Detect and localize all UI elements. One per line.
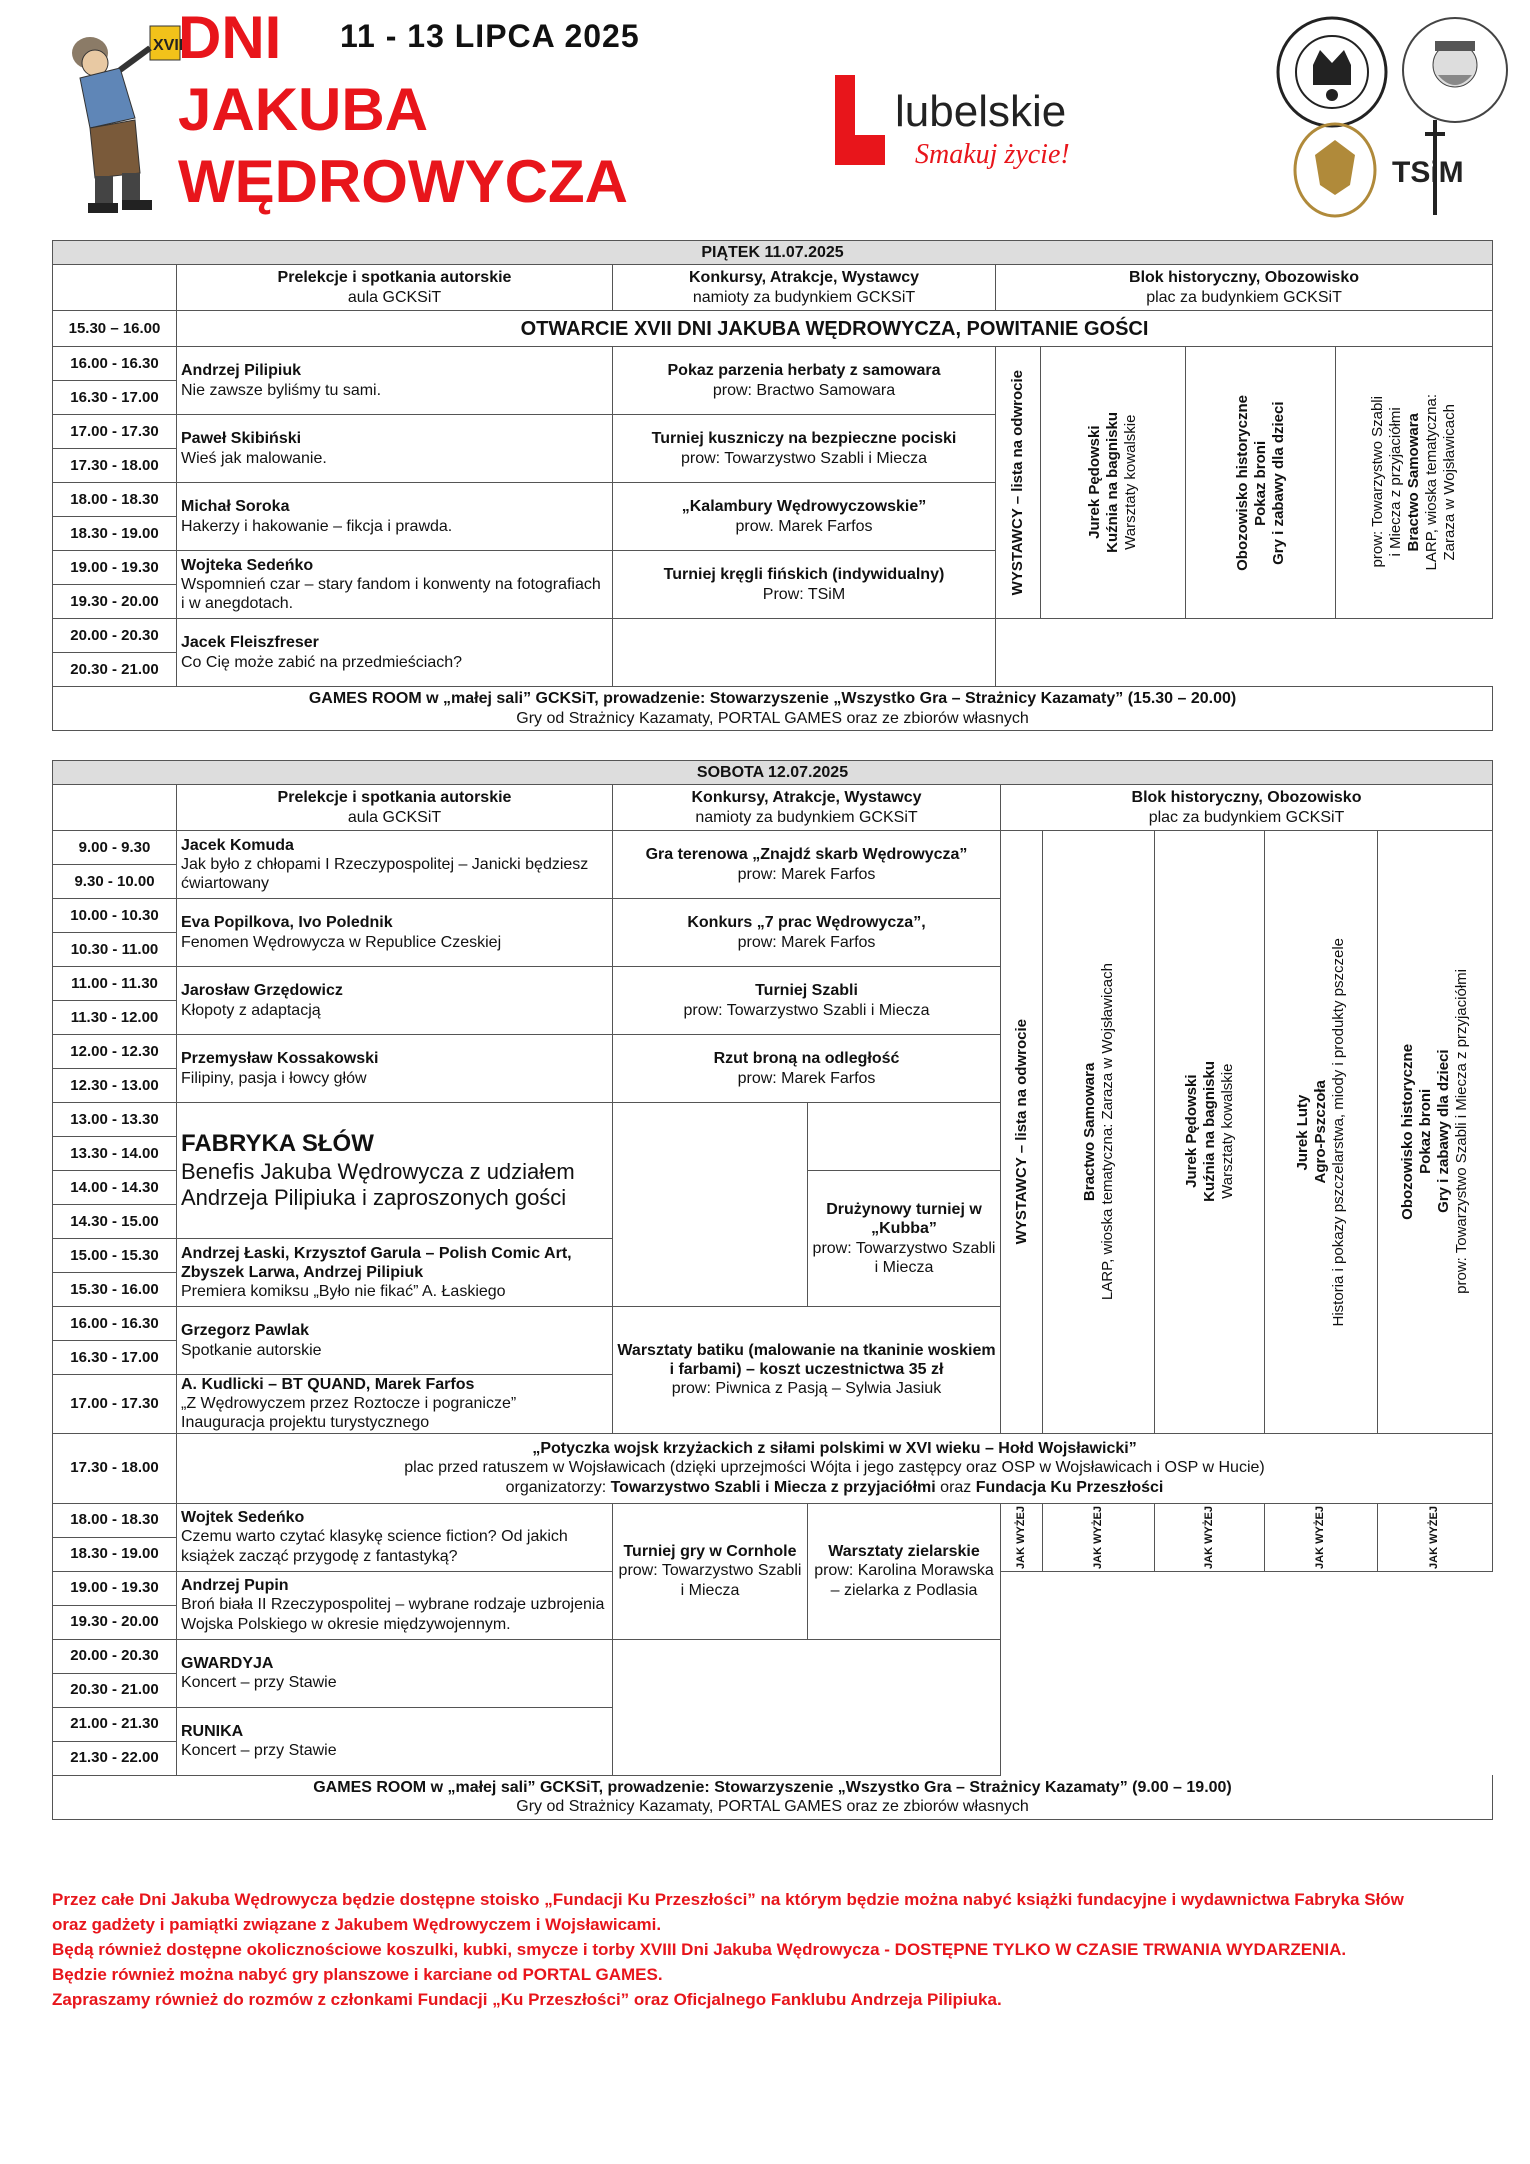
lecture-entry: Jarosław Grzędowicz Kłopoty z adaptacją [177,967,613,1035]
lecture-entry: Michał Soroka Hakerzy i hakowanie – fikcja i prawda. [177,483,613,551]
time-slot: 18.30 - 19.00 [53,517,177,551]
jak-wyzej-note: JAK WYŻEJ [1155,1503,1265,1571]
lectures-column-header: Prelekcje i spotkania autorskie aula GCKSiT [177,785,613,831]
contest-entry: Turniej Szabli prow: Towarzystwo Szabli i Miecza [613,967,1001,1035]
time-slot: 18.00 - 18.30 [53,483,177,517]
time-slot: 13.30 - 14.00 [53,1137,177,1171]
time-slot: 14.00 - 14.30 [53,1171,177,1205]
time-slot: 9.00 - 9.30 [53,831,177,865]
time-slot: 11.30 - 12.00 [53,1001,177,1035]
lecture-entry: Grzegorz Pawlak Spotkanie autorskie [177,1307,613,1375]
time-slot: 12.30 - 13.00 [53,1069,177,1103]
history-column-header: Blok historyczny, Obozowisko plac za budynkiem GCKSiT [1001,785,1493,831]
contest-entry: Rzut broną na odległość prow: Marek Farfos [613,1035,1001,1103]
time-slot: 20.30 - 21.00 [53,653,177,687]
jak-wyzej-note: JAK WYŻEJ [1001,1503,1043,1571]
contest-entry: Gra terenowa „Znajdź skarb Wędrowycza” prow: Marek Farfos [613,831,1001,899]
event-dates: 11 - 13 LIPCA 2025 [340,18,640,54]
lectures-column-header: Prelekcje i spotkania autorskie aula GCKSiT [177,265,613,311]
history-entry: Jurek Pędowski Kuźnia na bagnisku Warsztaty kowalskie [1041,347,1186,619]
lecture-entry: Wojtek Sedeńko Czemu warto czytać klasykę science fiction? Od jakich książek zacząć przygodę z fantastyką? [177,1503,613,1571]
note-line: Będą również dostępne okolicznościowe koszulki, kubki, smycze i torby XVIII Dni Jakuba Wędrowycza - DOSTĘPNE TYLKO W CZASIE TRWANIA WYDARZENIA. [52,1940,1347,1959]
time-slot: 10.30 - 11.00 [53,933,177,967]
time-slot: 20.00 - 20.30 [53,1639,177,1673]
contest-entry: Drużynowy turniej w „Kubba” prow: Towarzystwo Szabli i Miecza [808,1171,1001,1307]
lecture-entry: RUNIKA Koncert – przy Stawie [177,1707,613,1775]
time-slot: 14.30 - 15.00 [53,1205,177,1239]
fundacja-seal-icon [1275,15,1390,130]
time-slot: 19.00 - 19.30 [53,1571,177,1605]
time-slot: 17.00 - 17.30 [53,415,177,449]
jak-wyzej-note: JAK WYŻEJ [1378,1503,1493,1571]
history-entry: prow: Towarzystwo Szabli i Miecza z przyjaciółmi Bractwo Samowara LARP, wioska tematyczna: Zaraza w Wojsławicach [1336,347,1493,619]
contest-entry: Turniej kręgli fińskich (indywidualny) Prow: TSiM [613,551,996,619]
tsim-logo-icon [1390,120,1480,220]
games-room-info: GAMES ROOM w „małej sali” GCKSiT, prowadzenie: Stowarzyszenie „Wszystko Gra – Strażnicy Kazamaty” (9.00 – 19.00) Gry od Strażnicy Kazamaty, PORTAL GAMES oraz ze zbiorów własnych [53,1775,1493,1819]
time-slot: 16.30 - 17.00 [53,1341,177,1375]
time-slot: 19.30 - 20.00 [53,1605,177,1639]
time-slot: 20.30 - 21.00 [53,1673,177,1707]
contest-entry: Warsztaty zielarskie prow: Karolina Morawska – zielarka z Podlasia [808,1503,1001,1639]
contest-entry: „Kalambury Wędrowyczowskie” prow. Marek Farfos [613,483,996,551]
lecture-entry: Jacek Fleiszfreser Co Cię może zabić na przedmieściach? [177,619,613,687]
note-line: Będzie również można nabyć gry planszowe i karciane od PORTAL GAMES. [52,1965,663,1984]
games-room-info: GAMES ROOM w „małej sali” GCKSiT, prowadzenie: Stowarzyszenie „Wszystko Gra – Strażnicy Kazamaty” (15.30 – 20.00) Gry od Strażnicy Kazamaty, PORTAL GAMES oraz ze zbiorów własnych [53,687,1493,731]
time-slot: 12.00 - 12.30 [53,1035,177,1069]
history-entry: Obozowisko historyczne Pokaz broni Gry i zabawy dla dzieci [1186,347,1336,619]
note-line: oraz gadżety i pamiątki związane z Jakubem Wędrowyczem i Wojsławicami. [52,1915,662,1934]
time-slot: 18.30 - 19.00 [53,1537,177,1571]
time-slot: 15.00 - 15.30 [53,1239,177,1273]
time-slot: 17.00 - 17.30 [53,1375,177,1434]
time-slot: 19.30 - 20.00 [53,585,177,619]
time-slot: 15.30 – 16.00 [53,311,177,347]
lecture-entry: A. Kudlicki – BT QUAND, Marek Farfos „Z Wędrowyczem przez Roztocze i pogranicze” Inauguracja projektu turystycznego [177,1375,613,1434]
contest-entry: Turniej gry w Cornhole prow: Towarzystwo Szabli i Miecza [613,1503,808,1639]
time-slot: 18.00 - 18.30 [53,1503,177,1537]
mascot-illustration [50,8,188,218]
lecture-entry: Eva Popilkova, Ivo Polednik Fenomen Wędrowycza w Republice Czeskiej [177,899,613,967]
history-entry: Jurek Luty Agro-Pszczoła Historia i pokazy pszczelarstwa, miody i produkty pszczele [1265,831,1378,1434]
time-slot: 13.00 - 13.30 [53,1103,177,1137]
bractwo-samowara-emblem-icon [1290,120,1380,220]
event-title-line-1: DNI [178,4,282,71]
time-slot: 17.30 - 18.00 [53,449,177,483]
history-column-header: Blok historyczny, Obozowisko plac za budynkiem GCKSiT [996,265,1493,311]
time-slot: 19.00 - 19.30 [53,551,177,585]
friday-schedule-table [52,240,1493,731]
time-slot: 9.30 - 10.00 [53,865,177,899]
history-entry: Bractwo Samowara LARP, wioska tematyczna: Zaraza w Wojsławicach [1043,831,1155,1434]
lecture-entry: Andrzej Pupin Broń biała II Rzeczypospolitej – wybrane rodzaje uzbrojenia Wojska Polskiego w okresie międzywojennym. [177,1571,613,1639]
time-slot: 15.30 - 16.00 [53,1273,177,1307]
event-title-line-2: JAKUBA [178,76,429,143]
lecture-entry: Przemysław Kossakowski Filipiny, pasja i łowcy głów [177,1035,613,1103]
contest-entry: Warsztaty batiku (malowanie na tkaninie woskiem i farbami) – koszt uczestnictwa 35 zł prow: Piwnica z Pasją – Sylwia Jasiuk [613,1307,1001,1434]
contest-entry: Pokaz parzenia herbaty z samowara prow: Bractwo Samowara [613,347,996,415]
svg-text:XVIII: XVIII [153,37,188,54]
fanklub-seal-icon [1400,15,1510,125]
battle-reenactment: „Potyczka wojsk krzyżackich z siłami polskimi w XVI wieku – Hołd Wojsławicki” plac przed ratuszem w Wojsławicach (dzięki uprzejmości Wójta i jego zastępcy oraz OSP w Wojsławicach i OSP w Hucie) organizatorzy: Towarzystwo Szabli i Miecza z przyjaciółmi oraz Fundacja Ku Przeszłości [177,1433,1493,1503]
note-line: Zapraszamy również do rozmów z członkami Fundacji „Ku Przeszłości” oraz Oficjalnego Fanklubu Andrzeja Pilipiuka. [52,1990,1002,2009]
lecture-entry: Paweł Skibiński Wieś jak malowanie. [177,415,613,483]
time-slot: 10.00 - 10.30 [53,899,177,933]
saturday-day-header: SOBOTA 12.07.2025 [53,761,1493,785]
history-entry: Obozowisko historyczne Pokaz broni Gry i zabawy dla dzieci prow: Towarzystwo Szabli i Miecza z przyjaciółmi [1378,831,1493,1434]
contests-column-header: Konkursy, Atrakcje, Wystawcy namioty za budynkiem GCKSiT [613,785,1001,831]
lecture-entry: Andrzej Łaski, Krzysztof Garula – Polish Comic Art, Zbyszek Larwa, Andrzej Pilipiuk Premiera komiksu „Było nie fikać” A. Łaskiego [177,1239,613,1307]
footer-notes [52,1887,1492,2012]
lecture-entry: Jacek Komuda Jak było z chłopami I Rzeczypospolitej – Janicki będziesz ćwiartowany [177,831,613,899]
time-slot: 21.30 - 22.00 [53,1741,177,1775]
jak-wyzej-note: JAK WYŻEJ [1043,1503,1155,1571]
note-line: Przez całe Dni Jakuba Wędrowycza będzie dostępne stoisko „Fundacji Ku Przeszłości” na którym będzie można nabyć książki fundacyjne i wydawnictwa Fabryka Słów [52,1890,1404,1909]
friday-day-header: PIĄTEK 11.07.2025 [53,241,1493,265]
contest-entry: Turniej kuszniczy na bezpieczne pociski prow: Towarzystwo Szabli i Miecza [613,415,996,483]
time-slot: 16.00 - 16.30 [53,347,177,381]
jak-wyzej-note: JAK WYŻEJ [1265,1503,1378,1571]
time-slot: 21.00 - 21.30 [53,1707,177,1741]
event-title-line-3: WĘDROWYCZA [178,148,628,215]
svg-text:TSiM: TSiM [1392,156,1464,189]
wystawcy-vertical: WYSTAWCY – lista na odwrocie [1001,831,1043,1434]
lecture-entry-fabryka: FABRYKA SŁÓW Benefis Jakuba Wędrowycza z udziałem Andrzeja Pilipiuka i zaproszonych gości [177,1103,613,1239]
saturday-schedule-table [52,760,1493,1820]
contests-column-header: Konkursy, Atrakcje, Wystawcy namioty za budynkiem GCKSiT [613,265,996,311]
time-slot: 11.00 - 11.30 [53,967,177,1001]
contest-entry: Konkurs „7 prac Wędrowycza”, prow: Marek Farfos [613,899,1001,967]
lecture-entry: Andrzej Pilipiuk Nie zawsze byliśmy tu sami. [177,347,613,415]
time-slot: 16.00 - 16.30 [53,1307,177,1341]
lecture-entry: GWARDYJA Koncert – przy Stawie [177,1639,613,1707]
lubelskie-logo: lubelskie Smakuj życie! [825,75,1105,185]
time-slot: 17.30 - 18.00 [53,1433,177,1503]
wystawcy-vertical: WYSTAWCY – lista na odwrocie [996,347,1041,619]
time-slot: 20.00 - 20.30 [53,619,177,653]
lecture-entry: Wojteka Sedeńko Wspomnień czar – stary fandom i konwenty na fotografiach i w anegdotach. [177,551,613,619]
opening-ceremony: OTWARCIE XVII DNI JAKUBA WĘDROWYCZA, POWITANIE GOŚCI [177,311,1493,347]
time-slot: 16.30 - 17.00 [53,381,177,415]
history-entry: Jurek Pędowski Kuźnia na bagnisku Warsztaty kowalskie [1155,831,1265,1434]
